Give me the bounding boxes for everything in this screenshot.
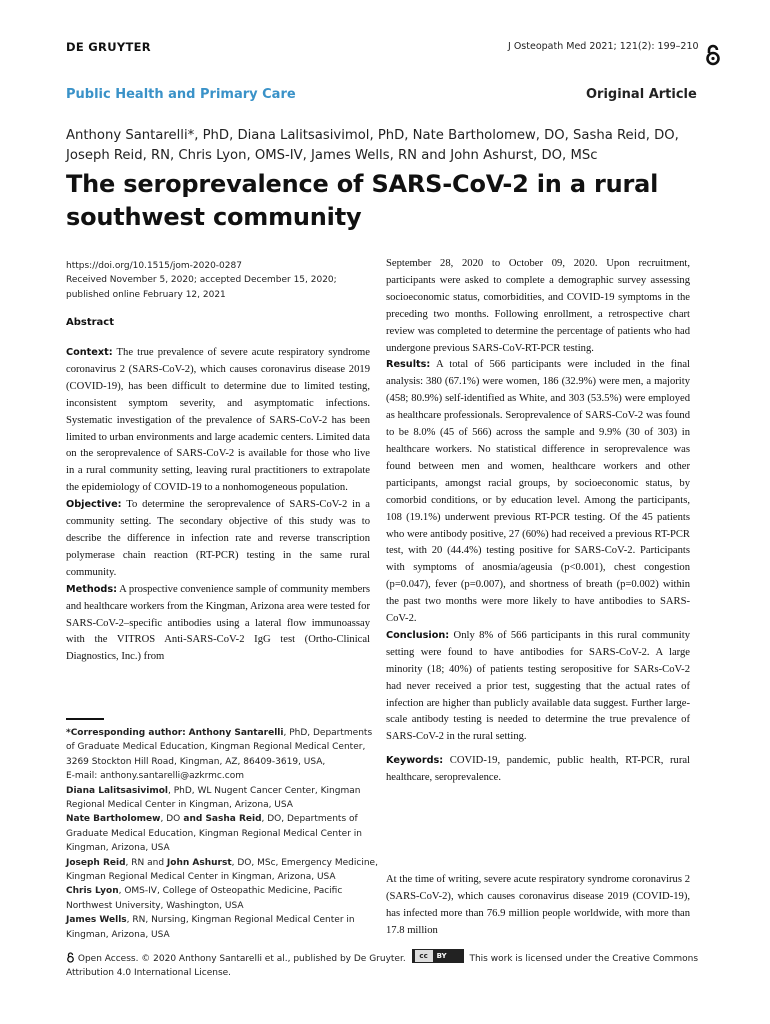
abstract-context xyxy=(66,345,370,497)
affiliation-text: , RN, Nursing, Kingman Regional Medical Center in Kingman, Arizona, USA xyxy=(66,915,355,940)
keywords-label: Keywords: xyxy=(386,755,444,767)
author-name: Nate Bartholomew xyxy=(66,814,161,825)
credential-text: , DO xyxy=(160,814,181,825)
abstract-right-column xyxy=(386,256,690,787)
publisher-logo: DE GRUYTER xyxy=(66,40,151,54)
article-title: The seroprevalence of SARS-CoV-2 in a rural southwest community xyxy=(66,170,659,231)
author-list xyxy=(66,126,716,166)
author-line: Joseph Reid, RN, Chris Lyon, OMS-IV, James Wells, RN and John Ashurst, DO, MSc xyxy=(66,148,598,163)
affiliation-text: , DO, MSc, Emergency Medicine, Kingman Regional Medical Center in Kingman, Arizona, USA xyxy=(66,857,378,883)
results-label: Results: xyxy=(386,359,431,371)
methods-text: A prospective convenience sample of community members and healthcare workers from the Kingman, Arizona area were tested for SARS-CoV-2–specific antibodies using a lateral flow immunoassay with the VITROS Anti-SARS-CoV-2 IgG test (Ortho-Clinical Diagnostics, Inc.) from xyxy=(66,583,370,663)
open-access-icon xyxy=(704,44,722,66)
abstract-left-column xyxy=(66,345,370,666)
footnote-divider xyxy=(66,718,104,720)
license-suffix: This work is licensed under the Creative Commons Attribution 4.0 International License. xyxy=(66,954,699,979)
license-notice xyxy=(66,949,726,981)
corresponding-label: *Corresponding author: xyxy=(66,728,186,738)
context-text: The true prevalence of severe acute respiratory syndrome coronavirus 2 (SARS-CoV-2), which causes coronavirus disease 2019 (COVID-19), has been difficult to determine due to limited testing, inconsistent symptom severity, and asymptomatic infections. Systematic investigation of the prevalence of SARS-CoV-2 has been limited to urban environments and large academic centers. Limited data on the seroprevalence of SARS-CoV-2 is available for those who live in a rural community setting, leaving rural practitioners to extrapolate the epidemiology of COVID-19 to a nonhomogeneous population. xyxy=(66,347,370,494)
abstract-conclusion xyxy=(386,628,690,746)
credential-text: , RN xyxy=(125,857,145,868)
keywords xyxy=(386,753,690,787)
footnote-affiliation xyxy=(66,856,378,885)
published-date: published online February 12, 2021 xyxy=(66,289,226,300)
cc-by-badge-icon[interactable] xyxy=(412,949,464,963)
author-footnotes xyxy=(66,726,378,942)
article-meta xyxy=(66,259,366,302)
license-prefix: Open Access. © 2020 Anthony Santarelli et al., published by De Gruyter. xyxy=(77,954,406,964)
open-access-icon xyxy=(66,952,75,963)
abstract-objective xyxy=(66,497,370,582)
intro-text: At the time of writing, severe acute respiratory syndrome coronavirus 2 (SARS-CoV-2), which causes coronavirus disease 2019 (COVID-19), has infected more than 76.9 million people worldwide, with more than 17.8 million xyxy=(386,874,690,936)
methods-label: Methods: xyxy=(66,583,117,595)
footnote-affiliation xyxy=(66,812,378,855)
affiliation-text: , DO, Departments of Graduate Medical Education, Kingman Regional Medical Center in Kingman, Arizona, USA xyxy=(66,814,362,854)
conclusion-label: Conclusion: xyxy=(386,629,450,641)
received-date: Received November 5, 2020; accepted December 15, 2020; xyxy=(66,275,337,286)
author-name: John Ashurst xyxy=(166,857,232,868)
footnote-affiliation xyxy=(66,913,378,942)
author-name: James Wells xyxy=(66,915,127,926)
introduction-start xyxy=(386,872,690,940)
corresponding-affiliation: , PhD, Departments of Graduate Medical Education, Kingman Regional Medical Center, 3269 Stockton Hill Road, Kingman, AZ, 86409-3619, USA, xyxy=(66,728,373,767)
methods-continued: September 28, 2020 to October 09, 2020. Upon recruitment, participants were asked to complete a demographic survey assessing socioeconomic status, comorbidities, and COVID-19 symptoms in the preceding two months. Following enrollment, a retrospective chart review was completed to determine the percentage of patients who had undergone previous SARS-CoV-RT-PCR testing. xyxy=(386,258,690,354)
corresponding-email[interactable]: E-mail: anthony.santarelli@azkrmc.com xyxy=(66,771,244,782)
affiliation-text: , PhD, WL Nugent Cancer Center, Kingman Regional Medical Center in Kingman, Arizona, USA xyxy=(66,785,361,811)
context-label: Context: xyxy=(66,347,113,358)
cc-badge-right: BY xyxy=(436,952,447,960)
corresponding-name: Anthony Santarelli xyxy=(188,728,284,738)
doi-link[interactable]: https://doi.org/10.1515/jom-2020-0287 xyxy=(66,261,242,271)
author-name: Chris Lyon xyxy=(66,886,119,897)
keywords-text: COVID-19, pandemic, public health, RT-PCR, rural healthcare, seroprevalence. xyxy=(386,755,690,784)
results-text: A total of 566 participants were included in the final analysis: 380 (67.1%) were women, 186 (32.9%) were men, a majority (458; 80.9%) self-identified as White, and 303 (53.5%) were employed as healthcare professionals. Seroprevalence of SARS-CoV-2 was found to be 8.0% (45 of 566) across the sample and 9.9% (30 of 303) in healthcare workers. No statistical difference in seroprevalence was found between men and women, healthcare workers and other participants, amongst racial groups, by socioeconomic status, by comorbid conditions, or by education level. Among the participants, 108 (19.1%) underwent previous RT-PCR testing. Of the 45 patients who were antibody positive, 27 (60%) had received a previous RT-PCR test, with 20 (44.4%) testing positive for SARS-CoV-2. Participants with symptoms of anosmia/ageusia (p<0.001), chest congestion (p=0.047), fever (p=0.007), and shortness of breath (p=0.002) within the past two months were more likely to have antibodies to SARS-CoV-2. xyxy=(386,359,690,625)
footnote-affiliation xyxy=(66,884,378,913)
section-label: Public Health and Primary Care xyxy=(66,87,296,102)
conclusion-text: Only 8% of 566 participants in this rural community setting were found to have antibodies for SARS-CoV-2. A large minority (18; 40%) of patients testing seropositive for SARs-CoV-2 had never received a prior test, suggesting that the actual rates of infection are higher than publicly available data suggest. Further large-scale antibody testing is needed to determine the true prevalence of SARS-CoV-2 in the rural setting. xyxy=(386,629,690,743)
footnote-affiliation xyxy=(66,784,378,813)
corresponding-author xyxy=(66,726,378,769)
cc-badge-left: cc xyxy=(415,950,433,962)
abstract-methods xyxy=(66,582,370,667)
objective-text: To determine the seroprevalence of SARS-CoV-2 in a community setting. The secondary objective of this study was to describe the difference in infection rate and reverse transcription polymerase chain reaction (RT-PCR) testing in the same rural community. xyxy=(66,499,370,578)
conjunction-text: and xyxy=(180,814,206,825)
article-type: Original Article xyxy=(586,87,697,102)
affiliation-text: , OMS-IV, College of Osteopathic Medicine, Pacific Northwest University, Washington, USA xyxy=(66,886,343,911)
author-name: Sasha Reid xyxy=(205,814,262,825)
abstract-results xyxy=(386,357,690,628)
author-line: Anthony Santarelli*, PhD, Diana Lalitsasivimol, PhD, Nate Bartholomew, DO, Sasha Reid, DO, xyxy=(66,128,679,143)
abstract-heading: Abstract xyxy=(66,317,115,328)
conjunction-text: and xyxy=(144,857,167,868)
journal-citation: J Osteopath Med 2021; 121(2): 199–210 xyxy=(508,41,699,52)
objective-label: Objective: xyxy=(66,499,122,511)
author-name: Joseph Reid xyxy=(66,857,126,868)
author-name: Diana Lalitsasivimol xyxy=(66,785,168,796)
